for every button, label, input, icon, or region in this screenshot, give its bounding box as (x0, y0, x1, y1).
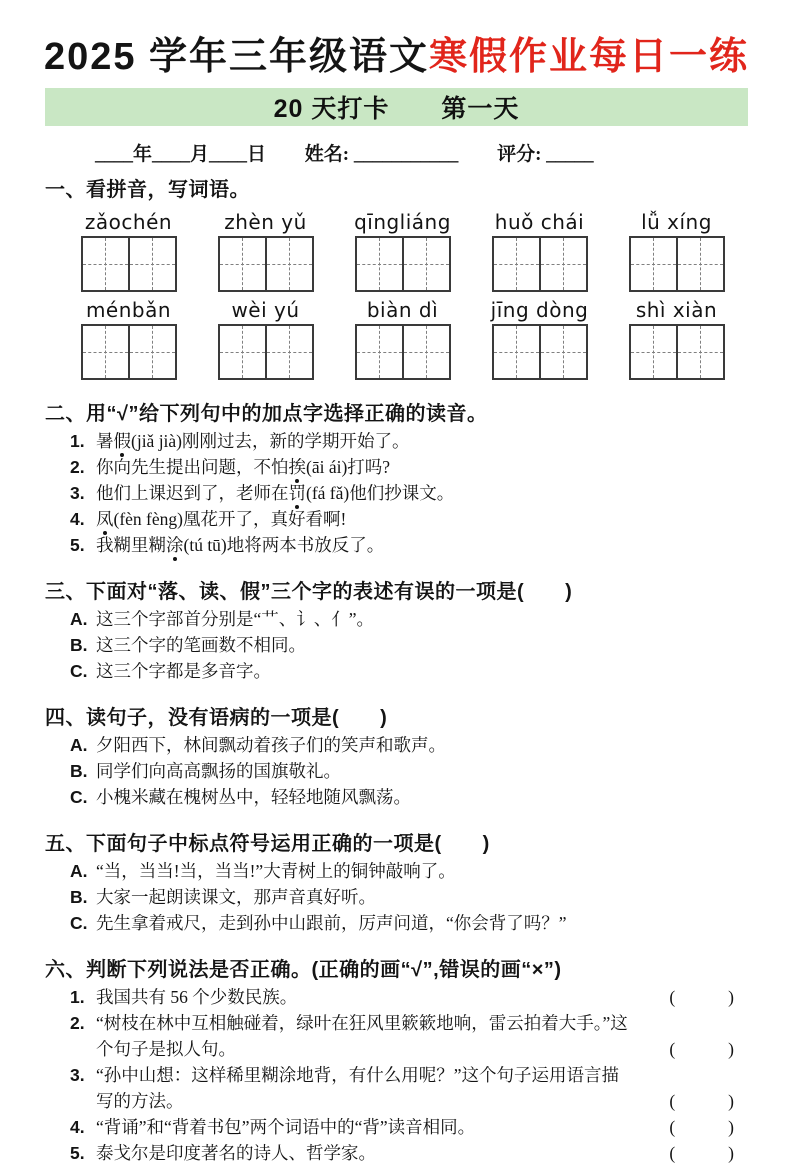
item-number: 5. (70, 1142, 85, 1163)
grid-cell (676, 326, 723, 378)
answer-paren: ( ) (669, 1090, 740, 1111)
grid-cell (265, 326, 312, 378)
option-item (70, 784, 748, 810)
option-label: C. (70, 912, 88, 933)
section3-options (0, 606, 793, 684)
day-banner (45, 88, 748, 126)
pinyin-label: huǒ chái (494, 209, 585, 234)
grid-cell (128, 238, 175, 290)
item-text: “背诵”和“背着书包”两个词语中的“背”读音相同。 (96, 1116, 476, 1137)
pinyin-label: lǚ xíng (641, 209, 712, 234)
question-item (70, 480, 748, 506)
worksheet-page (0, 36, 793, 1163)
title-black-part: 2025 学年三年级语文 (43, 36, 430, 78)
pinyin-label: qīngliáng (354, 209, 451, 234)
option-item (70, 758, 748, 784)
option-text: 这三个字的笔画数不相同。 (96, 634, 306, 655)
writing-grid (629, 236, 725, 292)
item-text-pre: 我糊里糊 (96, 534, 166, 555)
section1-heading: 一、看拼音，写词语。 (45, 178, 250, 201)
grid-cell (494, 326, 539, 378)
writing-grid (218, 324, 314, 380)
pinyin-word-column (334, 210, 471, 292)
item-number: 2. (70, 456, 85, 477)
writing-grid (355, 236, 451, 292)
grid-cell (676, 238, 723, 290)
section6-heading: 六、判断下列说法是否正确。(正确的画“√”,错误的画“×”) (45, 958, 562, 981)
dotted-char: 凤 (96, 506, 114, 532)
section2-heading: 二、用“√”给下列句中的加点字选择正确的读音。 (45, 402, 488, 425)
item-text-pre: 他们上课迟到了，老师在 (96, 482, 289, 503)
writing-grid (81, 236, 177, 292)
section4-heading: 四、读句子，没有语病的一项是( ) (45, 706, 388, 729)
question-item (70, 454, 748, 480)
item-text (96, 532, 748, 558)
item-text-post: (fèn fèng)凰花开了，真好看啊! (113, 508, 347, 529)
option-item (70, 910, 748, 936)
item-text (96, 454, 748, 480)
option-text: 同学们向高高飘扬的国旗敬礼。 (96, 760, 341, 781)
writing-grid (629, 324, 725, 380)
grid-cell (220, 238, 265, 290)
judge-item (70, 1140, 748, 1166)
judge-item (70, 1010, 748, 1062)
option-label: A. (70, 860, 88, 881)
pinyin-word-column (197, 298, 334, 380)
item-text-pre: 你向先生提出问题，不怕 (96, 456, 289, 477)
option-item (70, 732, 748, 758)
pinyin-word-column (60, 298, 197, 380)
item-text: 我国共有 56 个少数民族。 (96, 986, 298, 1007)
option-text: 夕阳西下，林间飘动着孩子们的笑声和歌声。 (96, 734, 446, 755)
answer-paren: ( ) (669, 1038, 740, 1059)
item-text (96, 428, 748, 454)
score-field: 评分: _____ (497, 143, 594, 165)
option-text: 先生拿着戒尺，走到孙中山跟前，厉声问道，“你会背了吗？” (96, 912, 567, 933)
answer-paren: ( ) (669, 986, 740, 1007)
writing-grid (218, 236, 314, 292)
item-text: “树枝在林中互相触碰着，绿叶在狂风里簌簌地响，雷云拍着大手。”这个句子是拟人句。 (96, 1012, 628, 1059)
item-text-post: (tú tū)地将两本书放反了。 (183, 534, 385, 555)
item-text: 泰戈尔是印度著名的诗人、哲学家。 (96, 1142, 376, 1163)
item-number: 4. (70, 508, 85, 529)
pinyin-label: zǎochén (84, 209, 173, 234)
writing-grid (81, 324, 177, 380)
answer-paren: ( ) (669, 1116, 740, 1137)
question-item (70, 532, 748, 558)
pinyin-label: biàn dì (366, 297, 439, 322)
writing-grid (492, 324, 588, 380)
option-item (70, 658, 748, 684)
option-text: 这三个字都是多音字。 (96, 660, 271, 681)
item-number: 4. (70, 1116, 85, 1137)
item-number: 1. (70, 986, 85, 1007)
date-blanks: ____年____月____日 (95, 143, 267, 165)
section5-options (0, 858, 793, 936)
item-number: 2. (70, 1012, 85, 1033)
grid-cell (631, 238, 676, 290)
item-text (96, 480, 748, 506)
dotted-char: 罚 (289, 480, 307, 506)
grid-cell (357, 238, 402, 290)
item-number: 5. (70, 534, 85, 555)
section5-heading: 五、下面句子中标点符号运用正确的一项是( ) (45, 832, 490, 855)
item-text-pre: 暑 (96, 430, 114, 451)
info-line (95, 139, 793, 166)
option-label: B. (70, 760, 88, 781)
pinyin-label: shì xiàn (635, 297, 718, 322)
item-text-post: (fá fǎ)他们抄课文。 (306, 482, 455, 503)
pinyin-word-row (60, 210, 745, 292)
item-number: 1. (70, 430, 85, 451)
pinyin-word-column (197, 210, 334, 292)
dotted-char: 涂 (166, 532, 184, 558)
grid-cell (631, 326, 676, 378)
name-field: 姓名: ___________ (304, 143, 459, 165)
item-text-post: (jiǎ jià)刚刚过去，新的学期开始了。 (131, 430, 410, 451)
pinyin-word-column (60, 210, 197, 292)
judge-item (70, 1114, 748, 1140)
item-text: “孙中山想：这样稀里糊涂地背，有什么用呢？”这个句子运用语言描写的方法。 (96, 1064, 620, 1111)
writing-grid (355, 324, 451, 380)
section3-heading: 三、下面对“落、读、假”三个字的表述有误的一项是( ) (45, 580, 573, 603)
option-label: C. (70, 786, 88, 807)
grid-cell (83, 326, 128, 378)
page-title (18, 36, 775, 80)
grid-cell (220, 326, 265, 378)
pinyin-word-column (608, 210, 745, 292)
pinyin-word-column (471, 210, 608, 292)
writing-grid (492, 236, 588, 292)
grid-cell (539, 238, 586, 290)
pinyin-label: wèi yú (231, 297, 300, 322)
grid-cell (539, 326, 586, 378)
banner-text: 20 天打卡 第一天 (273, 94, 520, 123)
grid-cell (265, 238, 312, 290)
grid-cell (494, 238, 539, 290)
pinyin-word-column (608, 298, 745, 380)
judge-item (70, 1062, 748, 1114)
grid-cell (402, 326, 449, 378)
item-number: 3. (70, 1064, 85, 1085)
pinyin-label: ménbǎn (85, 297, 172, 322)
dotted-char: 挨 (289, 454, 307, 480)
pinyin-word-row (60, 298, 745, 380)
judge-item (70, 984, 748, 1010)
option-label: B. (70, 886, 88, 907)
question-item (70, 506, 748, 532)
option-label: A. (70, 608, 88, 629)
option-item (70, 884, 748, 910)
dotted-char: 假 (114, 428, 132, 454)
item-text (96, 506, 748, 532)
item-number: 3. (70, 482, 85, 503)
grid-cell (83, 238, 128, 290)
option-label: A. (70, 734, 88, 755)
section6-items (0, 984, 793, 1166)
option-text: “当，当当!当，当当!”大青树上的铜钟敲响了。 (96, 860, 456, 881)
option-text: 这三个字部首分别是“艹、讠、亻”。 (96, 608, 375, 629)
option-item (70, 858, 748, 884)
option-label: C. (70, 660, 88, 681)
question-item (70, 428, 748, 454)
section2-items (0, 428, 793, 558)
option-item (70, 606, 748, 632)
option-text: 大家一起朗读课文，那声音真好听。 (96, 886, 376, 907)
title-red-part: 寒假作业每日一练 (429, 36, 750, 78)
item-text-post: (āi ái)打吗? (306, 456, 391, 477)
option-item (70, 632, 748, 658)
option-text: 小槐米藏在槐树丛中，轻轻地随风飘荡。 (96, 786, 411, 807)
section4-options (0, 732, 793, 810)
grid-cell (128, 326, 175, 378)
pinyin-word-column (334, 298, 471, 380)
grid-cell (402, 238, 449, 290)
pinyin-label: zhèn yǔ (224, 209, 307, 234)
grid-cell (357, 326, 402, 378)
option-label: B. (70, 634, 88, 655)
answer-paren: ( ) (669, 1142, 740, 1163)
pinyin-label: jīng dòng (490, 297, 589, 322)
pinyin-grid-area (0, 210, 793, 380)
pinyin-word-column (471, 298, 608, 380)
